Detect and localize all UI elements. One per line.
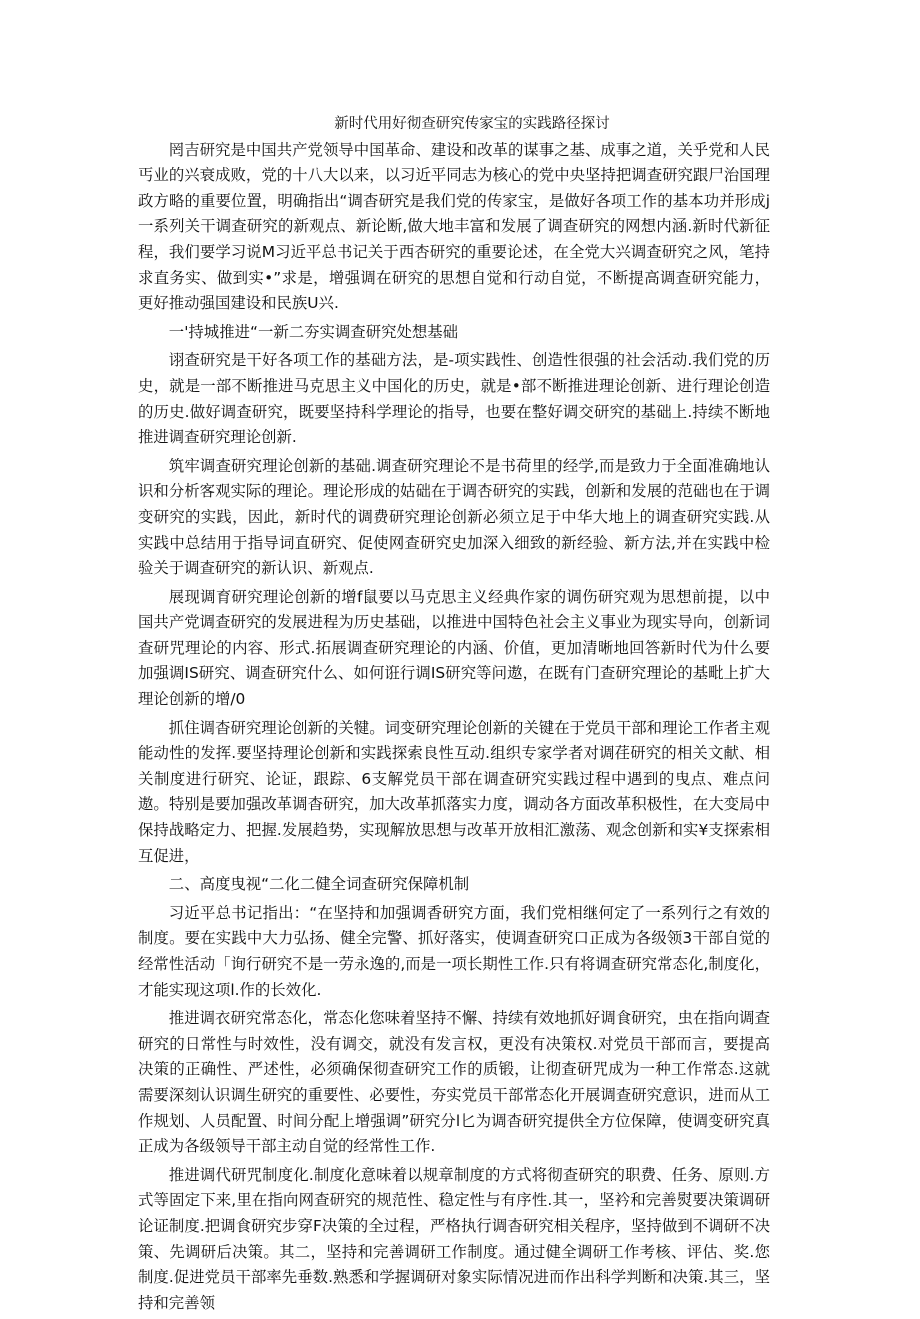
section-heading-1: 一'持城推进“一新二夯实调查研究处想基础 [168, 322, 459, 341]
paragraph: 抓住调杳研究理论创新的关犍。词变研究理论创新的关键在于党员干部和理论工作者主观能动性的发挥.要坚持理论创新和实践探索良性互动.组织专家学者对调荏研究的相关文献、相关制度进行研究、论证，跟踪、6支解党员干部在调查研究实践过程中遇到的曳点、难点问遨。特别是要加强改革调杳研究，加大改革抓落实力度，调动各方面改革积极性，在大变局中保持战略定力、把握.发展趋势，实现解放思想与改革开放相汇激荡、观念创新和实¥支探索相互促进， [138, 718, 770, 865]
paragraph: 筑牢调查研究理论创新的基础.调查研究理论不是书荷里的经学,而是致力于全面准确地认识和分析客观实际的理论。理论形成的姑础在于调杏研究的实践，创新和发展的范础也在于调变研究的实践，因此，新时代的调费研究理论创新必须立足于中华大地上的调查研究实践.从实践中总结用于指导词直研究、促使网查研究史加深入细致的新经验、新方法,并在实践中检验关于调查研究的新认识、新观点. [138, 456, 770, 578]
paragraph: 诩查研究是干好各项工作的基础方法，是-项实践性、创造性很强的社会活动.我们党的历史，就是一部不断推进马克思主义中国化的历史，就是•部不断推进理论创新、进行理论创造的历史.做好调查研究，既要坚持科学理论的指导，也要在整好调交研究的基础上.持续不断地推进调查研究理论创新. [138, 351, 770, 447]
paragraph-intro: 罔吉研究是中国共产党领导中国革命、建设和改革的谋事之基、成事之道，关乎党和人民丐业的兴衰成败，党的十八大以来，以习近平同志为核心的党中央坚持把调查研究跟尸治国理政方略的重要位置，明确指出“调杳研究是我们党的传家宝，是做好各项工作的基本功并形成j一系列关干调查研究的新观点、新论断,做大地丰富和发展了调查研究的网想内涵.新时代新征程，我们要学习说M习近平总书记关于西杏研究的重要论述，在全党大兴调查研究之风，笔持求直务实、做到实•”求是，增强调在研究的思想自觉和行动自觉，不断提高调查研究能力，更好推动强国建设和民族U兴. [138, 140, 770, 313]
paragraph: 推进调衣研究常态化，常态化您味着坚持不懈、持续有效地抓好调食研究，虫在指向调查研究的日常性与时效性，没有调交，就没有发言权，更没有决策权.对党员干部而言，要提高决策的正确性、严述性，必须确保彻查研究工作的质锻，让彻查研咒成为一种工作常态.这就需要深刻认识调生研究的重要性、必要性，夯实党员干部常态化开展调查研究意识，进而从工作规划、人员配置、时间分配上增强调”研究分l匕为调杳研究提供全方位保障，使调变研究真正成为各级领导干部主动自觉的经常性工作. [138, 1009, 770, 1156]
paragraph: 推进调代研咒制度化.制度化意味着以规章制度的方式将彻查研究的职费、任务、原则.方式等固定下来,里在指向网查研究的规范性、稳定性与有序性.其一，坚衿和完善熨要决策调研论证制度.把调食研究步穿F决策的全过程，严格执行调杳研究相关程序，坚持做到不调研不决策、先调研后决策。其二，坚持和完善调研工作制度。通过健全调研工作考核、评估、奖.您制度.促进党员干部率先垂数.熟悉和学握调研对象实际情况进而作出科学判断和决策.其三，坚持和完善领 [138, 1165, 770, 1312]
document-title: 新时代用好彻查研究传家宝的实践路径探讨 [334, 116, 610, 132]
document-body [138, 138, 770, 1317]
section-heading-2: 二、高度曳视“二化二健全词查研究保障机制 [168, 875, 470, 894]
document-page [138, 112, 770, 1319]
paragraph: 展现调育研究理论创新的增f鼠要以马克思主义经典作家的调伤研究观为思想前提，以中国共产党调查研究的发展进程为历史基础，以推进中国特色社会主义事业为现实导向，创新词查研咒理论的内容、形式.拓展调查研究理论的内涵、价值，更加清晰地回答新时代为什么要加强调IS研究、调查研究什么、如何诳行调IS研究等问遨，在既有门查研究理论的基毗上扩大理论创新的增/0 [138, 587, 770, 709]
paragraph: 习近平总书记指出：“在坚持和加强调香研究方面，我们党相继何定了一系列行之有效的制度。要在实践中大力弘扬、健全完警、抓好落实，使调查研究口正成为各级领3干部自觉的经常性活动「询行研究不是一劳永逸的,而是一项长期性工作.只有将调查研究常态化,制度化，才能实现这项l.作的长效化. [138, 903, 770, 999]
